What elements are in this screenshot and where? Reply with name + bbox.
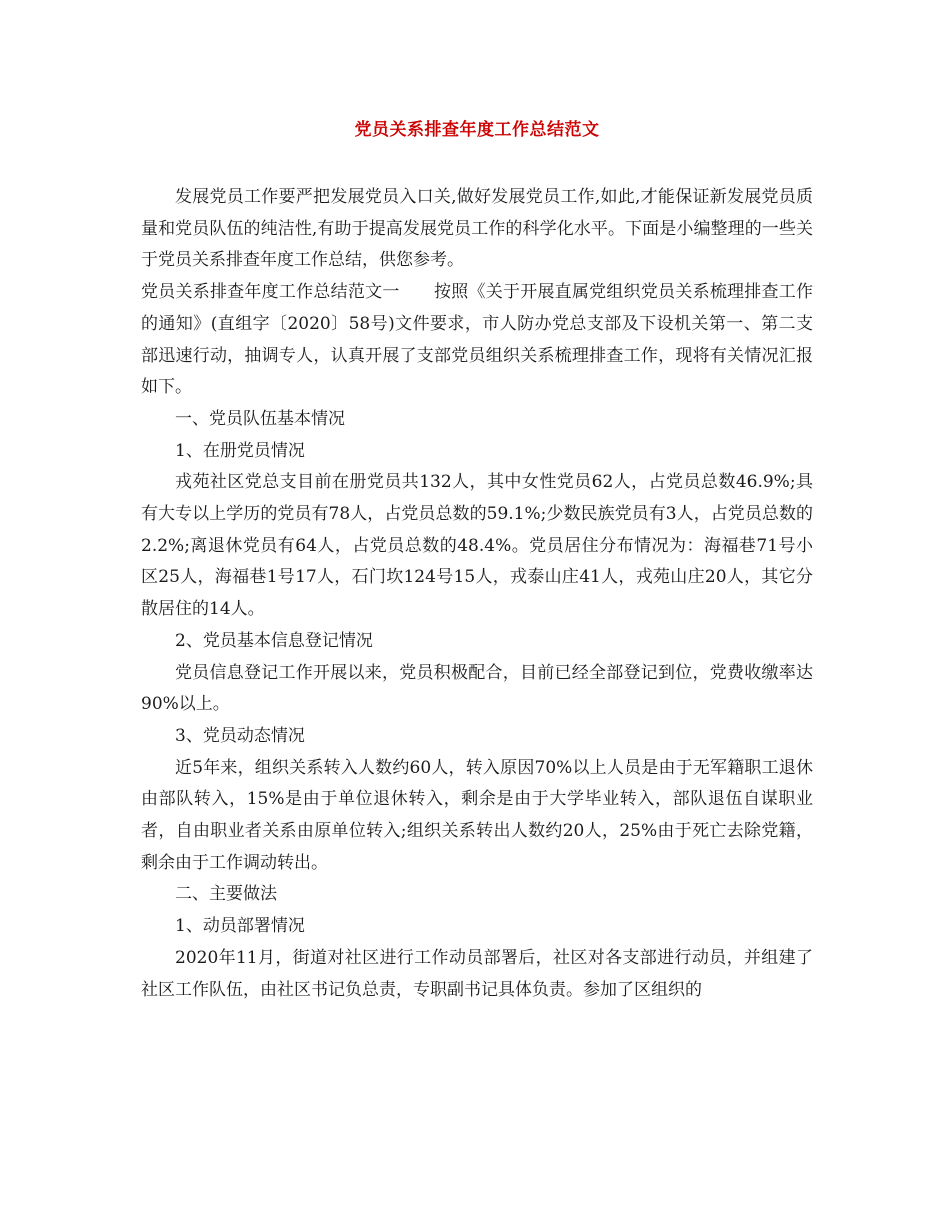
subsection-heading: 1、动员部署情况	[175, 916, 305, 937]
subsection-heading: 1、在册党员情况	[175, 440, 305, 461]
body-paragraph: 近5年来，组织关系转入人数约60人，转入原因70%以上人员是由于无军籍职工退休由部队转入，15%是由于单位退休转入，剩余是由于大学毕业转入，部队退伍自谋职业者，自由职业者关系由原单位转入;组织关系转出人数约20人，25%由于死亡去除党籍，剩余由于工作调动转出。	[141, 757, 813, 873]
body-paragraph: 党员信息登记工作开展以来，党员积极配合，目前已经全部登记到位，党费收缴率达90%以上。	[141, 662, 813, 715]
body-paragraph: 戎苑社区党总支目前在册党员共132人，其中女性党员62人，占党员总数46.9%;具有大专以上学历的党员有78人，占党员总数的59.1%;少数民族党员有3人，占党员总数的2.2%;离退休党员有64人，占党员总数的48.4%。党员居住分布情况为：海福巷71号小区25人，海福巷1号17人，石门坎124号15人，戎泰山庄41人，戎苑山庄20人，其它分散居住的14人。	[141, 472, 813, 620]
subsection-heading: 2、党员基本信息登记情况	[175, 630, 373, 651]
body-paragraph: 2020年11月，街道对社区进行工作动员部署后，社区对各支部进行动员，并组建了社区工作队伍，由社区书记负总责，专职副书记具体负责。参加了区组织的	[141, 947, 813, 1000]
document-title: 党员关系排查年度工作总结范文	[354, 120, 600, 140]
section-heading: 一、党员队伍基本情况	[175, 408, 345, 429]
section-one-lead-paragraph: 党员关系排查年度工作总结范文一 按照《关于开展直属党组织党员关系梳理排查工作的通知》(直组字〔2020〕58号)文件要求，市人防办党总支部及下设机关第一、第二支部迅速行动，抽调专人，认真开展了支部党员组织关系梳理排查工作，现将有关情况汇报如下。	[141, 282, 813, 398]
document-page	[141, 118, 813, 1006]
intro-paragraph: 发展党员工作要严把发展党员入口关,做好发展党员工作,如此,才能保证新发展党员质量和党员队伍的纯洁性,有助于提高发展党员工作的科学化水平。下面是小编整理的一些关于党员关系排查年度工作总结，供您参考。	[141, 187, 813, 271]
section-heading: 二、主要做法	[175, 884, 277, 905]
subsection-heading: 3、党员动态情况	[175, 725, 305, 746]
